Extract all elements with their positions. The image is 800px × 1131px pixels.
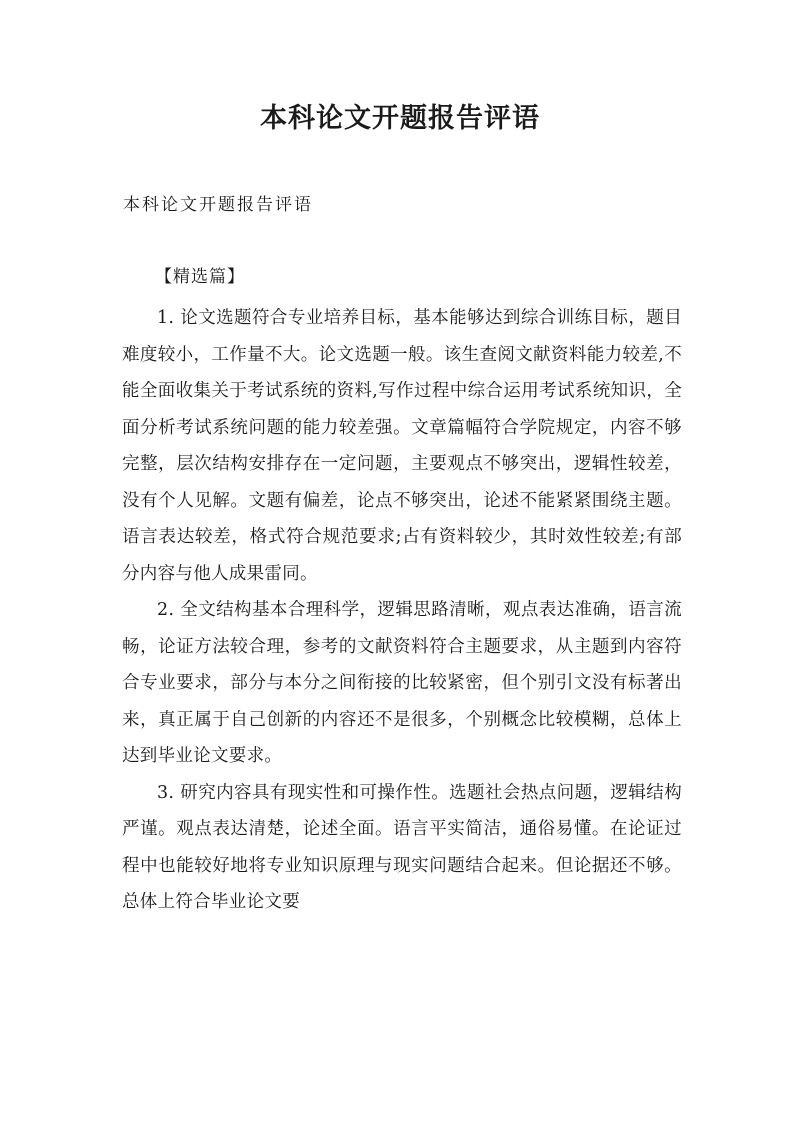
section-label: 【精选篇】 (155, 267, 245, 287)
document-subtitle: 本科论文开题报告评语 (123, 195, 313, 215)
paragraph-2: 2. 全文结构基本合理科学，逻辑思路清晰，观点表达准确，语言流畅，论证方法较合理，参考的文献资料符合主题要求，从主题到内容符合专业要求，部分与本分之间衔接的比较紧密，但个别引文没有标著出来，真正属于自己创新的内容还不是很多，个别概念比较模糊，总体上达到毕业论文要求。 (122, 600, 682, 766)
page-title: 本科论文开题报告评语 (260, 103, 540, 134)
paragraph-3: 3. 研究内容具有现实性和可操作性。选题社会热点问题，逻辑结构严谨。观点表达清楚，论述全面。语言平实简洁，通俗易懂。在论证过程中也能较好地将专业知识原理与现实问题结合起来。但论据还不够。总体上符合毕业论文要 (122, 782, 682, 912)
paragraph-1: 1. 论文选题符合专业培养目标，基本能够达到综合训练目标，题目难度较小，工作量不大。论文选题一般。该生查阅文献资料能力较差,不能全面收集关于考试系统的资料,写作过程中综合运用考试系统知识，全面分析考试系统问题的能力较差强。文章篇幅符合学院规定，内容不够完整，层次结构安排存在一定问题，主要观点不够突出，逻辑性较差，没有个人见解。文题有偏差，论点不够突出，论述不能紧紧围绕主题。语言表达较差，格式符合规范要求;占有资料较少，其时效性较差;有部分内容与他人成果雷同。 (122, 308, 682, 584)
document-body (122, 300, 682, 921)
